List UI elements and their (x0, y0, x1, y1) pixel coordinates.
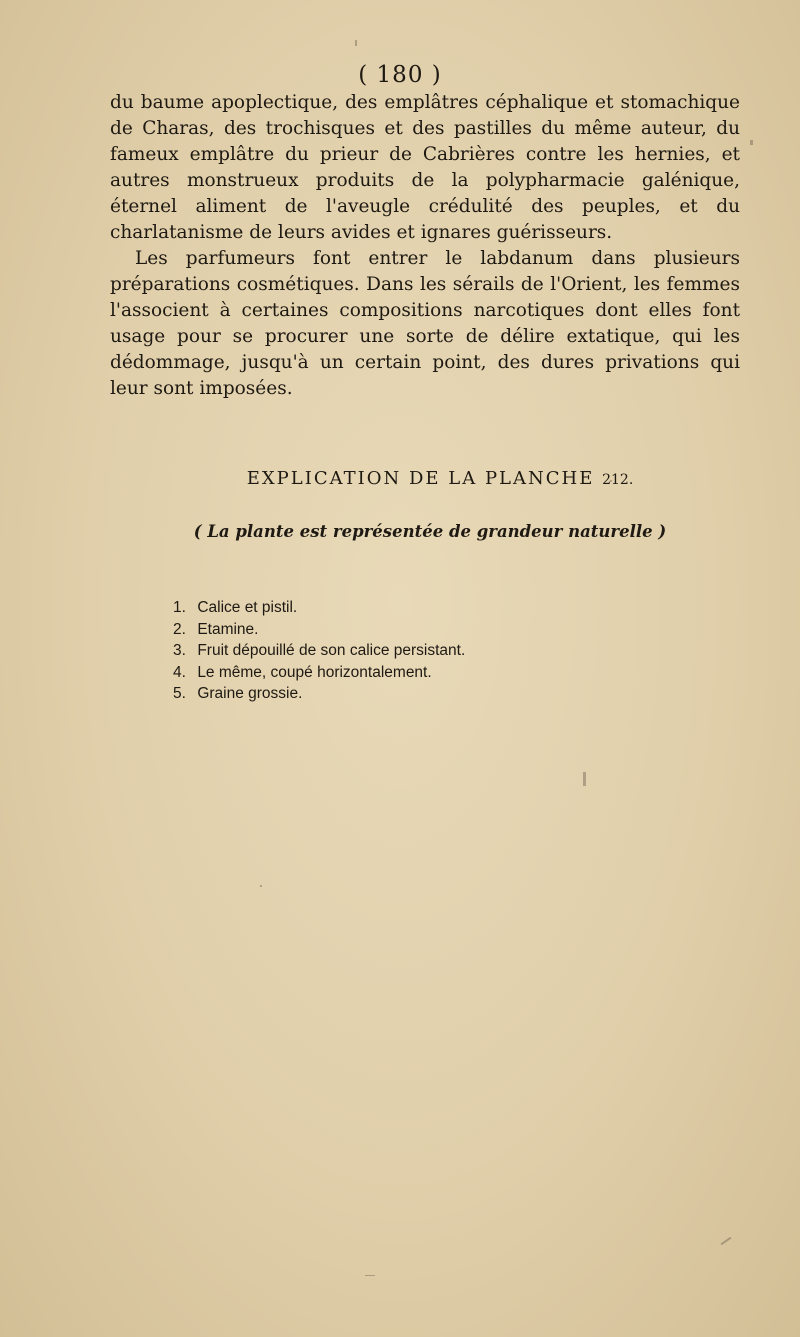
body-text (110, 90, 740, 402)
legend-item (173, 597, 465, 619)
paper-speck (355, 40, 357, 46)
paper-speck (750, 140, 753, 145)
legend-text: Calice et pistil. (197, 599, 298, 616)
legend-number: 3. (173, 642, 186, 659)
page-number: ( 180 ) (358, 62, 442, 88)
plate-subtitle: ( La plante est représentée de grandeur naturelle ) (193, 522, 667, 541)
legend-number: 5. (173, 685, 186, 702)
paragraph: Les parfumeurs font entrer le labdanum dans plusieurs préparations cosmétiques. Dans les sérails de l'Orient, les femmes l'associent à certaines compositions narcotiques dont elles font usage pour se procurer une sorte de délire extatique, qui les dédommage, jusqu'à un certain point, des dures privations qui leur sont imposées. (110, 248, 740, 399)
legend-item (173, 662, 465, 684)
plate-legend (173, 597, 465, 705)
plate-heading (140, 468, 740, 489)
paragraph: du baume apoplectique, des emplâtres céphalique et stomachique de Charas, des trochisques et des pastilles du même auteur, du fameux emplâtre du prieur de Cabrières contre les hernies, et autres monstrueux produits de la polypharmacie galénique, éternel aliment de l'aveugle crédulité des peuples, et du charlatanisme de leurs avides et ignares guérisseurs. (110, 92, 740, 243)
legend-text: Le même, coupé horizontalement. (197, 663, 432, 681)
legend-text: Etamine. (197, 620, 259, 638)
legend-item (173, 640, 465, 662)
plate-number: 212. (602, 472, 634, 488)
plate-heading-text: EXPLICATION DE LA PLANCHE (246, 468, 595, 489)
legend-number: 4. (173, 663, 186, 681)
legend-text: Graine grossie. (197, 685, 303, 702)
legend-number: 1. (173, 599, 186, 616)
paper-speck (610, 480, 612, 482)
legend-number: 2. (173, 620, 186, 638)
paper-speck (583, 772, 586, 786)
paper-speck (721, 1237, 732, 1246)
legend-item (173, 683, 465, 705)
legend-text: Fruit dépouillé de son calice persistant. (197, 642, 466, 659)
paper-speck (365, 1275, 375, 1276)
legend-item (173, 619, 465, 641)
paper-speck (260, 885, 262, 887)
